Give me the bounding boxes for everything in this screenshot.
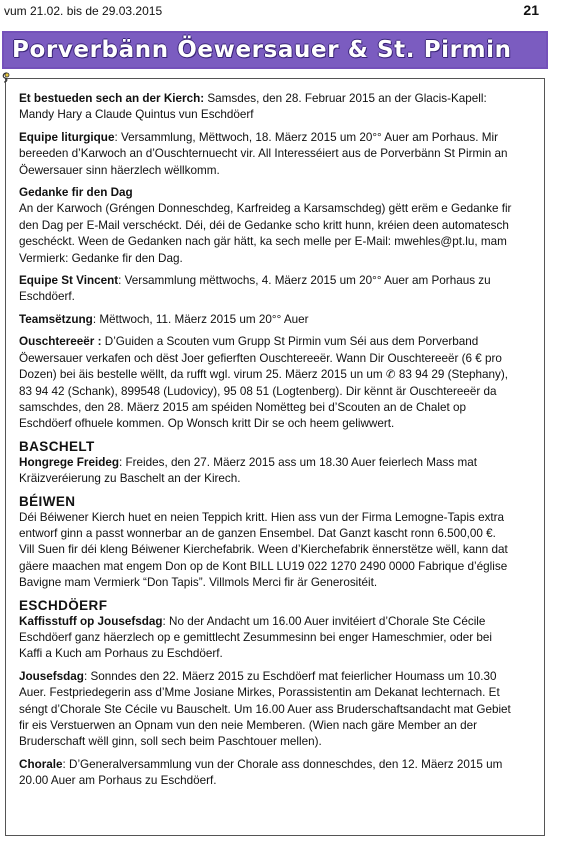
section-title-baschelt: BASCHELT xyxy=(19,438,95,454)
entry-gedanke: Gedanke fir den Dag An der Karwoch (Gréngen Donneschdeg, Karfreideg a Karsamschdeg) gëtt erëm e Gedanke fir den Dag per E-Mail verschéckt. Déi, déi de Gedanke scho kritt hunn, kréien deen automatesch geschéckt. Ween de Gedanken nach gär hätt, ka sech melle per E-Mail: mwehles@pt.lu, mam Vermierk: Gedanke fir den Dag. xyxy=(19,186,512,265)
page-title: Porverbänn Öewersauer & St. Pirmin xyxy=(12,37,512,63)
section-title-eschdoerf: ESCHDÖERF xyxy=(19,597,108,613)
entry-jousefsdag: Jousefsdag: Sonndes den 22. Mäerz 2015 zu Eschdöerf mat feierlicher Houmass um 10.30 Auer. Festpriedegerin ass d’Mme Josiane Mirkes, Porassistentin am Dekanat Iechternach. Et séngt d’Chorale Ste Cécile vu Bauschelt. Um 16.00 Auer ass Bruderschaftsandacht mat Gebiet fir eis Verstuerwen an Opnam vun den neie Memberen. (Wien nach gäre Member an der Bruderschaft wëll ginn, soll sech beim Paschtouer mellen). xyxy=(19,669,511,749)
entry-heading: Kaffisstuff op Jousefsdag xyxy=(19,614,163,628)
entry-wedding: Et bestueden sech an der Kierch: Samsdes, den 28. Februar 2015 an der Glacis-Kapell: Mandy Hary a Claude Quintus vun Eschdöerf xyxy=(19,92,487,122)
entry-equipe-liturgique: Equipe liturgique: Versammlung, Mëttwoch, 18. Mäerz 2015 um 20°° Auer am Porhaus. Mir bereeden d’Karwoch an d’Ouschternuecht vir. All Interesséiert aus de Porverbänn St Pirmin an Öewersauer sinn häerzlech wëllkomm. xyxy=(19,130,508,177)
scroll-curl-icon xyxy=(0,71,14,85)
entry-heading: Chorale xyxy=(19,757,63,771)
section-title-beiwen: BÉIWEN xyxy=(19,493,76,509)
entry-heading: Jousefsdag xyxy=(19,669,84,683)
entry-heading: Et bestueden sech an der Kierch: xyxy=(19,92,205,105)
entry-heading: Equipe St Vincent xyxy=(19,274,119,288)
entry-teamsetzung: Teamsëtzung: Mëttwoch, 11. Mäerz 2015 um 20°° Auer xyxy=(19,312,309,326)
entry-ouschtereeer: Ouschtereeër : D’Guiden a Scouten vum Grupp St Pirmin vum Séi aus dem Porverband Öewersauer verkafen och dëst Joer gefierften Ouschtereeër. Wann Dir Ouschtereeër (6 € pro Dozen) bei äis bestelle wëllt, da rufft wgl. virum 25. Mäerz 2015 un um ✆ 83 94 29 (Stephany), 83 94 42 (Schank), 899548 (Ludovicy), 95 08 51 (Logtenberg). Dir kënnt är Ouschtereeër da samschdes, den 28. Mäerz 2015 am spéiden Nomëtteg bei d’Scouten an de Chalet op Eschdöerf ofhuele kommen. Op Wonsch kritt Dir se och heem geliwwert. xyxy=(19,335,509,431)
entry-heading: Ouschtereeër : xyxy=(19,335,102,349)
entry-heading: Equipe liturgique xyxy=(19,130,115,144)
page-header xyxy=(0,0,567,20)
entry-heading: Teamsëtzung xyxy=(19,312,93,326)
bulletin-content xyxy=(19,91,534,796)
entry-equipe-st-vincent: Equipe St Vincent: Versammlung mëttwochs, 4. Mäerz 2015 um 20°° Auer am Porhaus zu Eschdöerf. xyxy=(19,274,491,304)
entry-heading: Hongrege Freideg xyxy=(19,455,120,469)
entry-hongrege-freideg: Hongrege Freideg: Freides, den 27. Mäerz 2015 ass um 18.30 Auer feierlech Mass mat Kräizveréierung zu Baschelt an der Kirech. xyxy=(19,455,477,486)
title-banner xyxy=(2,31,548,69)
entry-heading: Gedanke fir den Dag xyxy=(19,186,133,200)
entry-teppich: Déi Béiwener Kierch huet en neien Teppich kritt. Hien ass vun der Firma Lemogne-Tapis extra entworf ginn a passt wonnerbar an de ganzen Ensembel. Dat Ganzt kascht ronn 6.500,00 €. Vill Suen fir déi kleng Béiwener Kierchefabrik. Ween d’Kierchefabrik ënnerstëtze wëll, kann dat gäere maachen mat engem Don op de Kont BILL LU19 022 1270 2490 0000 Fabrique d’église Bavigne mam Vermierk “Don Tapis”. Villmols Merci fir är Generositéit. xyxy=(19,510,508,590)
page-number: 21 xyxy=(523,2,539,18)
date-range: vum 21.02. bis de 29.03.2015 xyxy=(4,4,163,18)
entry-kaffisstuff: Kaffisstuff op Jousefsdag: No der Andacht um 16.00 Auer invitéiert d’Chorale Ste Cécile Eschdöerf ganz häerzlech op e gemittlecht Zesummesinn bei enger Hameschmier, oder bei Kaffi a Kuch am Porhaus zu Eschdöerf. xyxy=(19,614,492,661)
entry-chorale: Chorale: D’Generalversammlung vun der Chorale ass donneschdes, den 12. Mäerz 2015 um 20.00 Auer am Porhaus zu Eschdöerf. xyxy=(19,757,503,788)
